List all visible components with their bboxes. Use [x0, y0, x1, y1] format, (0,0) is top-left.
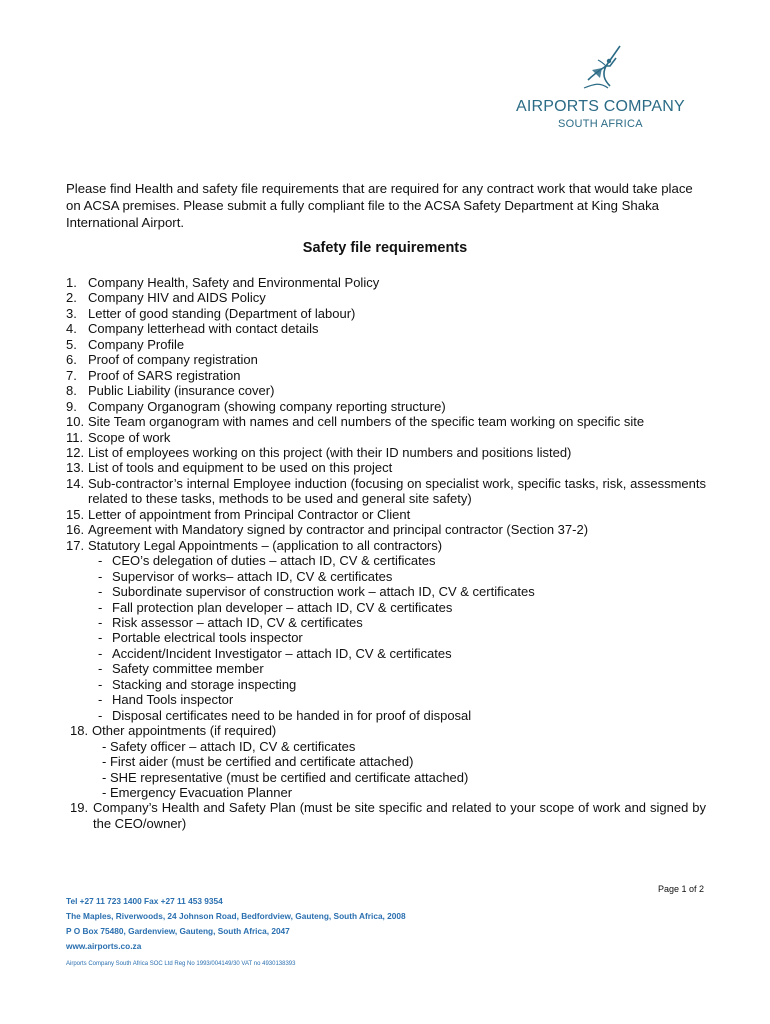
list-text: List of employees working on this project (with their ID numbers and positions listed): [88, 444, 572, 460]
statutory-sub-item: - Portable electrical tools inspector: [98, 630, 303, 646]
list-number: 14.: [66, 475, 85, 491]
list-item: [66, 368, 706, 383]
list-text: Other appointments (if required): [92, 723, 277, 739]
other-sub-item: - First aider (must be certified and certificate attached): [102, 754, 414, 770]
list-text: Company letterhead with contact details: [88, 321, 319, 337]
list-text: List of tools and equipment to be used on this project: [88, 460, 393, 476]
other-sub-item: - Safety officer – attach ID, CV & certificates: [102, 738, 356, 754]
list-item: [66, 507, 706, 522]
sub-item-text: Fall protection plan developer – attach ID, CV & certificates: [112, 599, 453, 615]
sub-item-text: Hand Tools inspector: [112, 692, 234, 708]
statutory-sub-item: - Accident/Incident Investigator – attach ID, CV & certificates: [98, 645, 452, 661]
sub-item-text: Subordinate supervisor of construction work – attach ID, CV & certificates: [112, 584, 535, 600]
list-number: 15.: [66, 506, 85, 522]
company-logo: [516, 44, 696, 134]
sub-item-text: Stacking and storage inspecting: [112, 676, 297, 692]
list-text: Company Organogram (showing company reporting structure): [88, 398, 446, 414]
requirements-list: [66, 275, 706, 831]
statutory-sub-item: - Subordinate supervisor of construction work – attach ID, CV & certificates: [98, 584, 535, 600]
airport-figure-logo-icon: [580, 44, 626, 96]
list-number: 2.: [66, 290, 77, 306]
list-number: 9.: [66, 398, 77, 414]
sub-item-text: Disposal certificates need to be handed in for proof of disposal: [112, 707, 472, 723]
list-item: [66, 522, 706, 537]
list-number: 5.: [66, 336, 77, 352]
statutory-sub-item: - CEO’s delegation of duties – attach ID, CV & certificates: [98, 553, 436, 569]
list-item: [66, 399, 706, 414]
list-text: Letter of good standing (Department of labour): [88, 305, 356, 321]
list-text: Company’s Health and Safety Plan (must be site specific and related to your scope of work and signed by the CEO/owner): [93, 800, 706, 831]
list-number: 13.: [66, 460, 85, 476]
footer-address: The Maples, Riverwoods, 24 Johnson Road, Bedfordview, Gauteng, South Africa, 2008: [66, 911, 406, 921]
list-text: Letter of appointment from Principal Contractor or Client: [88, 506, 411, 522]
page-title: Safety file requirements: [302, 240, 468, 256]
list-number: 11.: [66, 429, 84, 445]
statutory-sub-item: - Safety committee member: [98, 661, 264, 677]
sub-item-text: Safety committee member: [112, 661, 264, 677]
list-text: Scope of work: [88, 429, 171, 445]
list-item: [66, 321, 706, 336]
list-number: 4.: [66, 321, 77, 337]
sub-item-text: Risk assessor – attach ID, CV & certificates: [112, 614, 363, 630]
list-text: Public Liability (insurance cover): [88, 383, 275, 399]
list-number: 19.: [70, 800, 89, 816]
footer-website: www.airports.co.za: [66, 941, 142, 951]
list-text: Sub-contractor’s internal Employee induction (focusing on specialist work, specific tasks, risk, assessments related to these tasks, methods to be used and general site safety): [88, 475, 706, 507]
sub-item-text: Portable electrical tools inspector: [112, 630, 303, 646]
list-item: [66, 275, 706, 290]
list-item: [66, 460, 706, 475]
list-item: [66, 290, 706, 305]
list-text: Agreement with Mandatory signed by contractor and principal contractor (Section 37-2): [88, 522, 589, 538]
list-number: 18.: [70, 723, 89, 739]
list-number: 1.: [66, 275, 77, 290]
brand-subtitle: SOUTH AFRICA: [558, 118, 643, 130]
statutory-sub-item: - Risk assessor – attach ID, CV & certificates: [98, 614, 363, 630]
list-item: [66, 723, 706, 738]
list-item: [66, 476, 706, 507]
list-item: [66, 430, 706, 445]
intro-paragraph: Please find Health and safety file requirements that are required for any contract work that would take place on ACSA premises. Please submit a fully compliant file to the ACSA Safety Department at King Shaka International Airport.: [66, 181, 693, 230]
sub-item-text: Supervisor of works– attach ID, CV & certificates: [112, 568, 393, 584]
list-item: [66, 306, 706, 321]
sub-item-text: CEO’s delegation of duties – attach ID, CV & certificates: [112, 553, 436, 569]
list-text: Site Team organogram with names and cell numbers of the specific team working on specific site: [88, 414, 645, 430]
brand-name: AIRPORTS COMPANY: [516, 98, 685, 115]
list-number: 3.: [66, 305, 77, 321]
list-text: Company HIV and AIDS Policy: [88, 290, 266, 306]
list-item: [66, 445, 706, 460]
footer-contact: [66, 894, 406, 954]
list-item: [66, 383, 706, 398]
list-number: 12.: [66, 444, 85, 460]
list-text: Statutory Legal Appointments – (application to all contractors): [88, 537, 443, 553]
statutory-sub-item: - Disposal certificates need to be handed in for proof of disposal: [98, 707, 472, 723]
statutory-sub-item: - Hand Tools inspector: [98, 692, 234, 708]
list-text: Company Health, Safety and Environmental Policy: [88, 275, 380, 290]
other-sub-item: - Emergency Evacuation Planner: [102, 784, 293, 800]
list-number: 16.: [66, 522, 85, 538]
statutory-sub-item: - Supervisor of works– attach ID, CV & certificates: [98, 568, 393, 584]
footer-legal: Airports Company South Africa SOC Ltd Reg No 1993/004149/30 VAT no 4930138393: [66, 961, 296, 967]
footer-phone: Tel +27 11 723 1400 Fax +27 11 453 9354: [66, 896, 223, 906]
list-item: [66, 800, 706, 831]
page-number: Page 1 of 2: [658, 884, 705, 894]
list-number: 17.: [66, 537, 85, 553]
list-text: Proof of SARS registration: [88, 367, 241, 383]
list-item: [66, 414, 706, 429]
statutory-sub-item: - Stacking and storage inspecting: [98, 676, 297, 692]
list-item: [66, 352, 706, 367]
list-number: 8.: [66, 383, 77, 399]
list-text: Company Profile: [88, 336, 185, 352]
list-number: 10.: [66, 414, 85, 430]
list-number: 6.: [66, 352, 77, 368]
list-number: 7.: [66, 367, 77, 383]
list-text: Proof of company registration: [88, 352, 258, 368]
statutory-sub-item: - Fall protection plan developer – attach ID, CV & certificates: [98, 599, 453, 615]
other-sub-item: - SHE representative (must be certified and certificate attached): [102, 769, 469, 785]
list-item: [66, 538, 706, 553]
footer-po-box: P O Box 75480, Gardenview, Gauteng, South Africa, 2047: [66, 926, 290, 936]
sub-item-text: Accident/Incident Investigator – attach ID, CV & certificates: [112, 645, 452, 661]
list-item: [66, 337, 706, 352]
